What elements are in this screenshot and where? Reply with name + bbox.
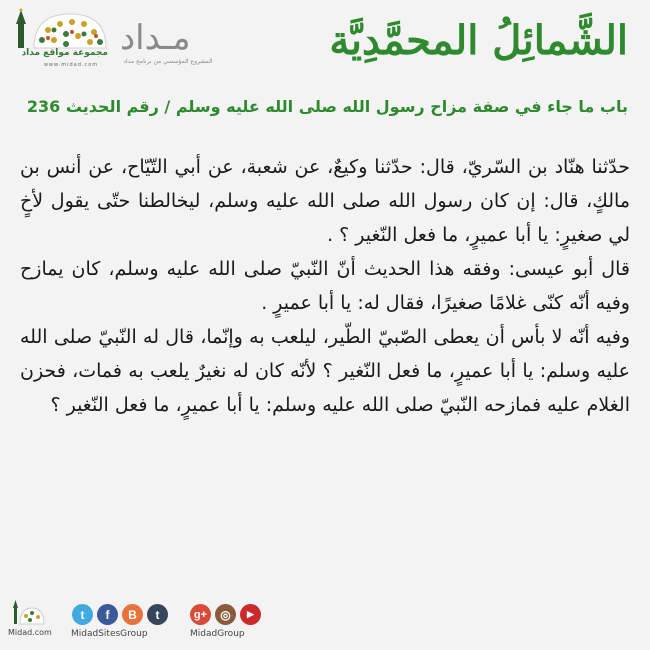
midad-site-link[interactable] bbox=[10, 600, 50, 640]
midad-group-logo bbox=[8, 8, 108, 72]
hadith-paragraph: حدّثنا هنّاد بن السّريّ، قال: حدّثنا وكيعٌ، عن شعبة، عن أبي التّيّاح، عن أنس بن مالكٍ، قال: إن كان رسول الله صلى الله عليه وسلم، ليخالطنا حتّى يقول لأخٍ لي صغيرٍ: يا أبا عميرٍ، ما فعل النّغير ؟ . bbox=[20, 156, 630, 246]
hadith-paragraph: قال أبو عيسى: وفقه هذا الحديث أنّ النّبيّ صلى الله عليه وسلم، كان يمازح وفيه أنّه كنّى غلامًا صغيرًا، فقال له: يا أبا عميرٍ . bbox=[20, 258, 630, 314]
hadith-text bbox=[20, 150, 630, 422]
dome-icon bbox=[8, 8, 108, 52]
instagram-icon[interactable]: ◎ bbox=[215, 604, 236, 625]
tumblr-icon[interactable]: t bbox=[147, 604, 168, 625]
group-label: MidadGroup bbox=[190, 629, 245, 639]
site-label: Midad.com bbox=[8, 628, 52, 637]
blogger-icon[interactable]: B bbox=[122, 604, 143, 625]
sites-group-label: MidadSitesGroup bbox=[71, 629, 148, 639]
page-title: الشَّمائِلُ المحمَّدِيَّة bbox=[329, 17, 628, 64]
google-plus-icon[interactable]: g+ bbox=[190, 604, 211, 625]
group-caption: مجموعة مواقع مداد bbox=[21, 48, 108, 58]
social-icons-right bbox=[190, 604, 261, 625]
midad-tagline: المشروع المؤسسي من برنامج مداد bbox=[123, 58, 213, 65]
youtube-icon[interactable]: ▶ bbox=[240, 604, 261, 625]
facebook-icon[interactable]: f bbox=[97, 604, 118, 625]
hadith-paragraph: وفيه أنّه لا بأس أن يعطى الصّبيّ الطّير، ليلعب به وإنّما، قال له النّبيّ صلى الله عليه وسلم: يا أبا عميرٍ، ما فعل النّغير ؟ لأنّه كان له نغيرٌ يلعب به فمات، فحزن الغلام عليه فمازحه النّبيّ صلى الله عليه وسلم: يا أبا عميرٍ، ما فعل النّغير ؟ bbox=[20, 326, 630, 416]
twitter-icon[interactable]: t bbox=[72, 604, 93, 625]
small-dome-icon bbox=[10, 600, 46, 628]
social-icons-left bbox=[72, 604, 168, 625]
midad-logo bbox=[118, 18, 218, 68]
chapter-subtitle: باب ما جاء في صفة مزاح رسول الله صلى الله عليه وسلم / رقم الحديث 236 bbox=[26, 97, 628, 116]
midad-wordmark: مـداد bbox=[120, 18, 191, 58]
group-url: www.midad.com bbox=[43, 62, 99, 68]
